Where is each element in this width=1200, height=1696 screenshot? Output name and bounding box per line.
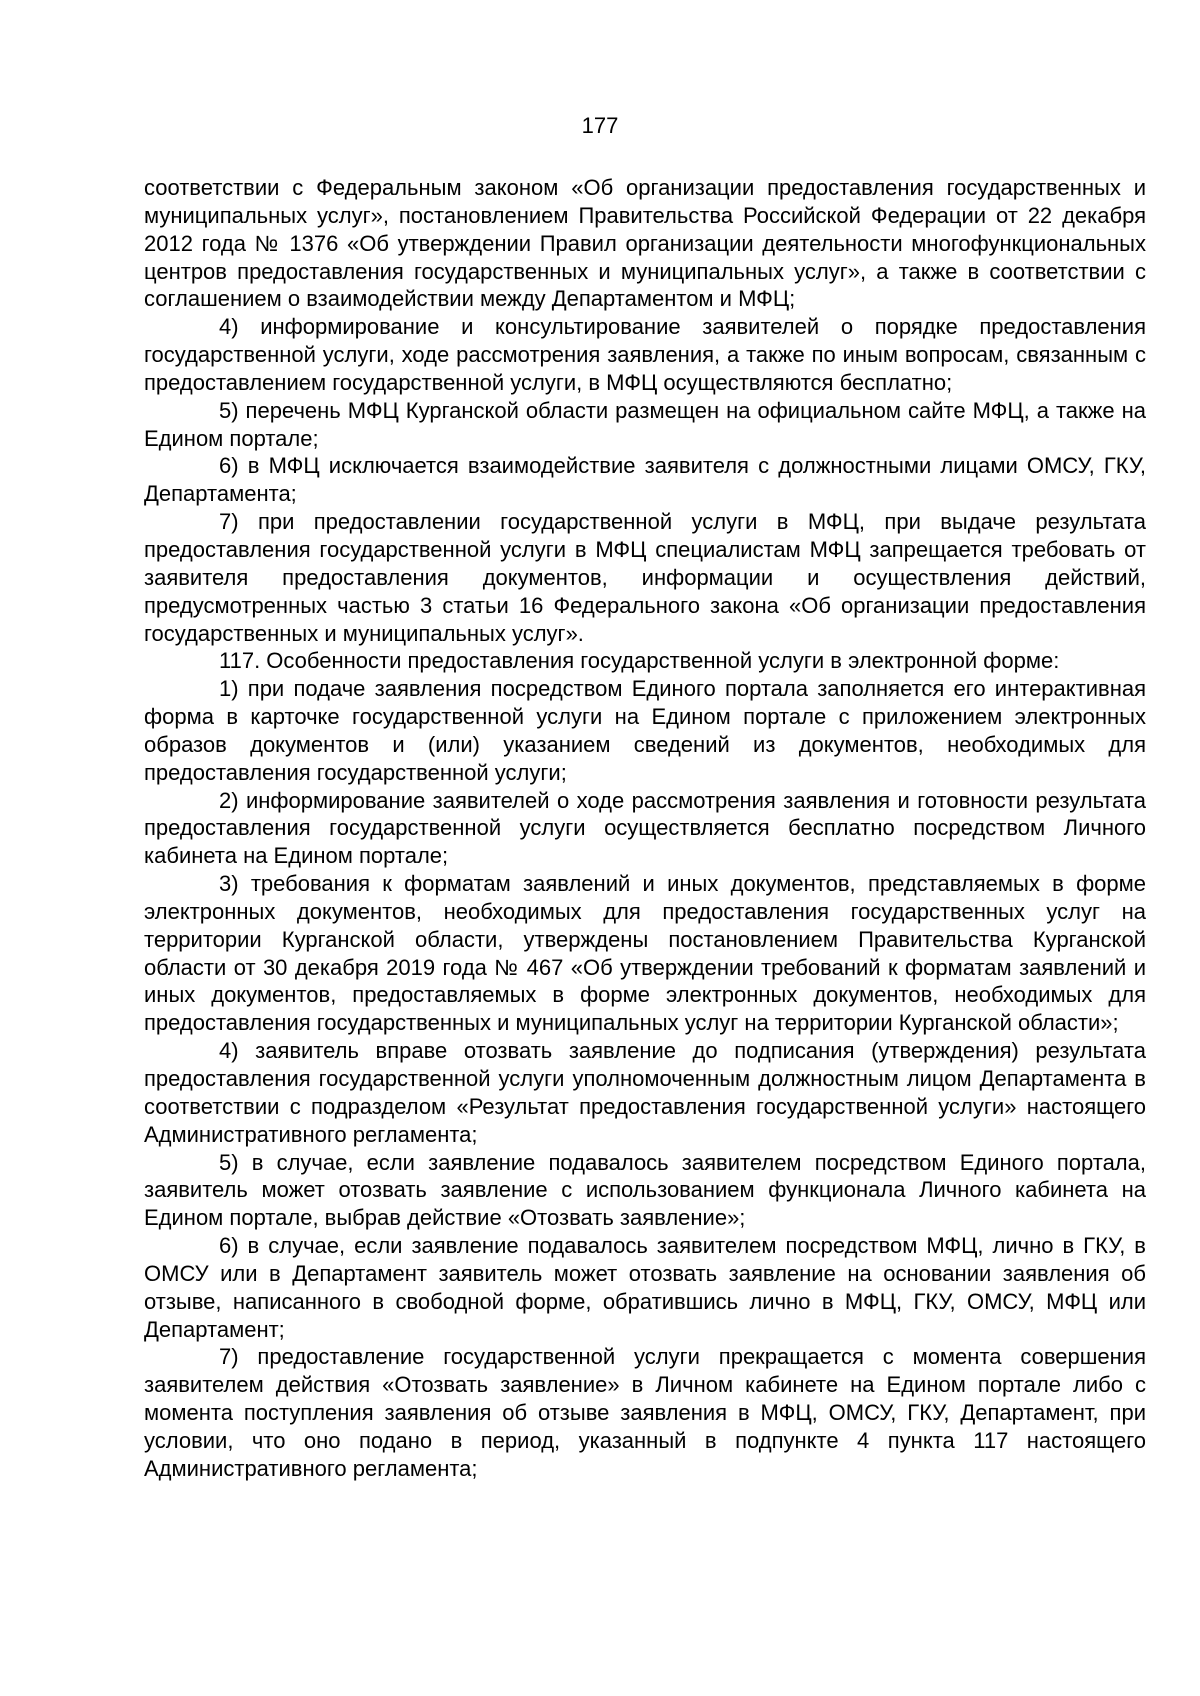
document-body	[144, 174, 1146, 1483]
paragraph: 4) заявитель вправе отозвать заявление до подписания (утверждения) результата предоставления государственной услуги уполномоченным должностным лицом Департамента в соответствии с подразделом «Результат предоставления государственной услуги» настоящего Административного регламента;	[144, 1038, 1146, 1147]
paragraph: 5) перечень МФЦ Курганской области размещен на официальном сайте МФЦ, а также на Едином портале;	[144, 397, 1146, 451]
paragraph: 6) в случае, если заявление подавалось заявителем посредством МФЦ, лично в ГКУ, в ОМСУ или в Департамент заявитель может отозвать заявление на основании заявления об отзыве, написанного в свободной форме, обратившись лично в МФЦ, ГКУ, ОМСУ, МФЦ или Департамент;	[144, 1233, 1146, 1342]
paragraph: 2) информирование заявителей о ходе рассмотрения заявления и готовности результата предоставления государственной услуги осуществляется бесплатно посредством Личного кабинета на Едином портале;	[144, 787, 1146, 869]
paragraph: 3) требования к форматам заявлений и иных документов, представляемых в форме электронных документов, необходимых для предоставления государственных услуг на территории Курганской области, утверждены постановлением Правительства Курганской области от 30 декабря 2019 года № 467 «Об утверждении требований к форматам заявлений и иных документов, предоставляемых в форме электронных документов, необходимых для предоставления государственных и муниципальных услуг на территории Курганской области»;	[144, 871, 1146, 1036]
paragraph: 7) при предоставлении государственной услуги в МФЦ, при выдаче результата предоставления государственной услуги в МФЦ специалистам МФЦ запрещается требовать от заявителя предоставления документов, информации и осуществления действий, предусмотренных частью 3 статьи 16 Федерального закона «Об организации предоставления государственных и муниципальных услуг».	[144, 509, 1146, 646]
paragraph: 117. Особенности предоставления государственной услуги в электронной форме:	[219, 648, 1060, 674]
paragraph: соответствии с Федеральным законом «Об организации предоставления государственных и муниципальных услуг», постановлением Правительства Российской Федерации от 22 декабря 2012 года № 1376 «Об утверждении Правил организации деятельности многофункциональных центров предоставления государственных и муниципальных услуг», а также в соответствии с соглашением о взаимодействии между Департаментом и МФЦ;	[144, 175, 1146, 312]
page-number: 177	[581, 113, 619, 138]
paragraph: 6) в МФЦ исключается взаимодействие заявителя с должностными лицами ОМСУ, ГКУ, Департамента;	[144, 453, 1146, 507]
paragraph: 7) предоставление государственной услуги прекращается с момента совершения заявителем действия «Отозвать заявление» в Личном кабинете на Едином портале либо с момента поступления заявления об отзыве заявления в МФЦ, ОМСУ, ГКУ, Департамент, при условии, что оно подано в период, указанный в подпункте 4 пункта 117 настоящего Административного регламента;	[144, 1344, 1146, 1481]
paragraph: 1) при подаче заявления посредством Единого портала заполняется его интерактивная форма в карточке государственной услуги на Едином портале с приложением электронных образов документов и (или) указанием сведений из документов, необходимых для предоставления государственной услуги;	[144, 676, 1146, 785]
paragraph: 4) информирование и консультирование заявителей о порядке предоставления государственной услуги, ходе рассмотрения заявления, а также по иным вопросам, связанным с предоставлением государственной услуги, в МФЦ осуществляются бесплатно;	[144, 314, 1146, 395]
paragraph: 5) в случае, если заявление подавалось заявителем посредством Единого портала, заявитель может отозвать заявление с использованием функционала Личного кабинета на Едином портале, выбрав действие «Отозвать заявление»;	[144, 1149, 1146, 1231]
